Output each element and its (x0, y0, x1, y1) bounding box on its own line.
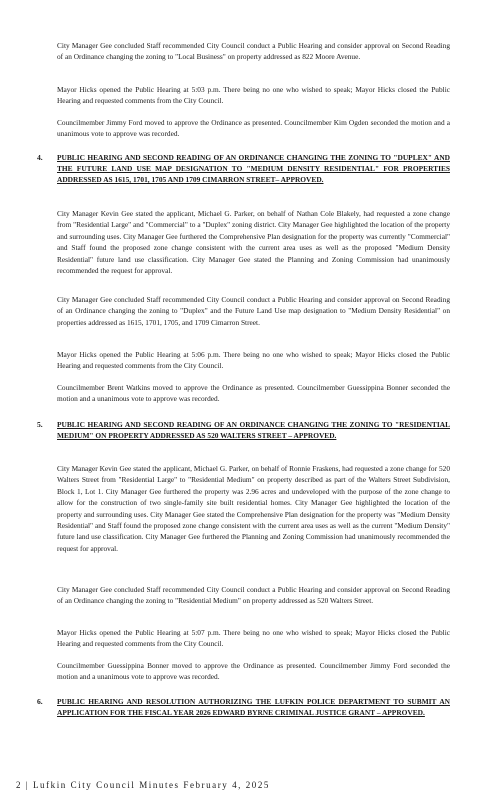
paragraph: City Manager Kevin Gee stated the applicant, Michael G. Parker, on behalf of Nathan Cole Blakely, had requested a zone change from "Residential Large" and "Commercial" to a "Duplex" zoning district. City Manager Gee highlighted the location of the property and surrounding uses. City Manager Gee furthered the Comprehensive Plan designation for the property was currently "Commercial" and Staff found the proposed zone change consistent with the current area uses as well as the proposed "Medium Density Residential" future land use classification. City Manager Gee stated the Planning and Zoning Commission had unanimously recommended the request for approval. (57, 209, 450, 276)
paragraph: Councilmember Jimmy Ford moved to approve the Ordinance as presented. Councilmember Kim Ogden seconded the motion and a unanimous vote to approve was recorded. (57, 118, 450, 139)
paragraph: Councilmember Guessippina Bonner moved to approve the Ordinance as presented. Councilmember Jimmy Ford seconded the motion and a unanimous vote to approve was recorded. (57, 661, 450, 682)
paragraph: Councilmember Brent Watkins moved to approve the Ordinance as presented. Councilmember Guessippina Bonner seconded the motion and a unanimous vote to approve was recorded. (57, 383, 450, 404)
paragraph: City Manager Kevin Gee stated the applicant, Michael G. Parker, on behalf of Ronnie Fraskens, had requested a zone change for 520 Walters Street from "Residential Large" to "Residential Medium" on property described as part of the Walters Street Subdivision, Block 1, Lot 1. City Manager Gee furthered the property was 2.96 acres and undeveloped with the purpose of the zone change to allow for the construction of two single-family site built residential homes. City Manager Gee highlighted the location of the property and surrounding uses. City Manager Gee stated the Comprehensive Plan designation for the property was "Medium Density Residential" and Staff found the proposed zone change consistent with the current area uses as well as the current "Medium Density" future land use classification. City Manager Gee furthered the Planning and Zoning Commission had unanimously recommended the request for approval. (57, 464, 450, 553)
paragraph: City Manager Gee concluded Staff recommended City Council conduct a Public Hearing and consider approval on Second Reading of an Ordinance changing the zoning to "Local Business" on property addressed as 822 Moore Avenue. (57, 41, 450, 62)
paragraph: Mayor Hicks opened the Public Hearing at 5:07 p.m. There being no one who wished to speak; Mayor Hicks closed the Public Hearing and requested comments from the City Council. (57, 628, 450, 649)
item-number: 5. (37, 420, 43, 429)
item-number: 6. (37, 697, 43, 706)
item-number: 4. (37, 153, 43, 162)
paragraph: Mayor Hicks opened the Public Hearing at 5:06 p.m. There being no one who wished to speak; Mayor Hicks closed the Public Hearing and requested comments from the City Council. (57, 350, 450, 371)
paragraph: City Manager Gee concluded Staff recommended City Council conduct a Public Hearing and consider approval on Second Reading of an Ordinance changing the zoning to "Duplex" and the Future Land Use map designation to "Medium Density Residential" on properties addressed as 1615, 1701, 1705, and 1709 Cimarron Street. (57, 295, 450, 327)
paragraph: City Manager Gee concluded Staff recommended City Council conduct a Public Hearing and consider approval on Second Reading of an Ordinance changing the zoning to "Residential Medium" on property addressed as 520 Walters Street. (57, 585, 450, 606)
agenda-item-heading: PUBLIC HEARING AND SECOND READING OF AN ORDINANCE CHANGING THE ZONING TO "RESIDENTIAL MEDIUM" ON PROPERTY ADDRESSED AS 520 WALTERS STREET – APPROVED. (57, 420, 450, 441)
paragraph: Mayor Hicks opened the Public Hearing at 5:03 p.m. There being no one who wished to speak; Mayor Hicks closed the Public Hearing and requested comments from the City Council. (57, 85, 450, 106)
agenda-item-heading: PUBLIC HEARING AND SECOND READING OF AN ORDINANCE CHANGING THE ZONING TO "DUPLEX" AND THE FUTURE LAND USE MAP DESIGNATION TO "MEDIUM DENSITY RESIDENTIAL" FOR PROPERTIES ADDRESSED AS 1615, 1701, 1705 AND 1709 CIMARRON STREET– APPROVED. (57, 153, 450, 185)
agenda-item-heading: PUBLIC HEARING AND RESOLUTION AUTHORIZING THE LUFKIN POLICE DEPARTMENT TO SUBMIT AN APPLICATION FOR THE FISCAL YEAR 2026 EDWARD BYRNE CRIMINAL JUSTICE GRANT – APPROVED. (57, 697, 450, 718)
page-footer: 2 | Lufkin City Council Minutes February 4, 2025 (16, 780, 270, 790)
